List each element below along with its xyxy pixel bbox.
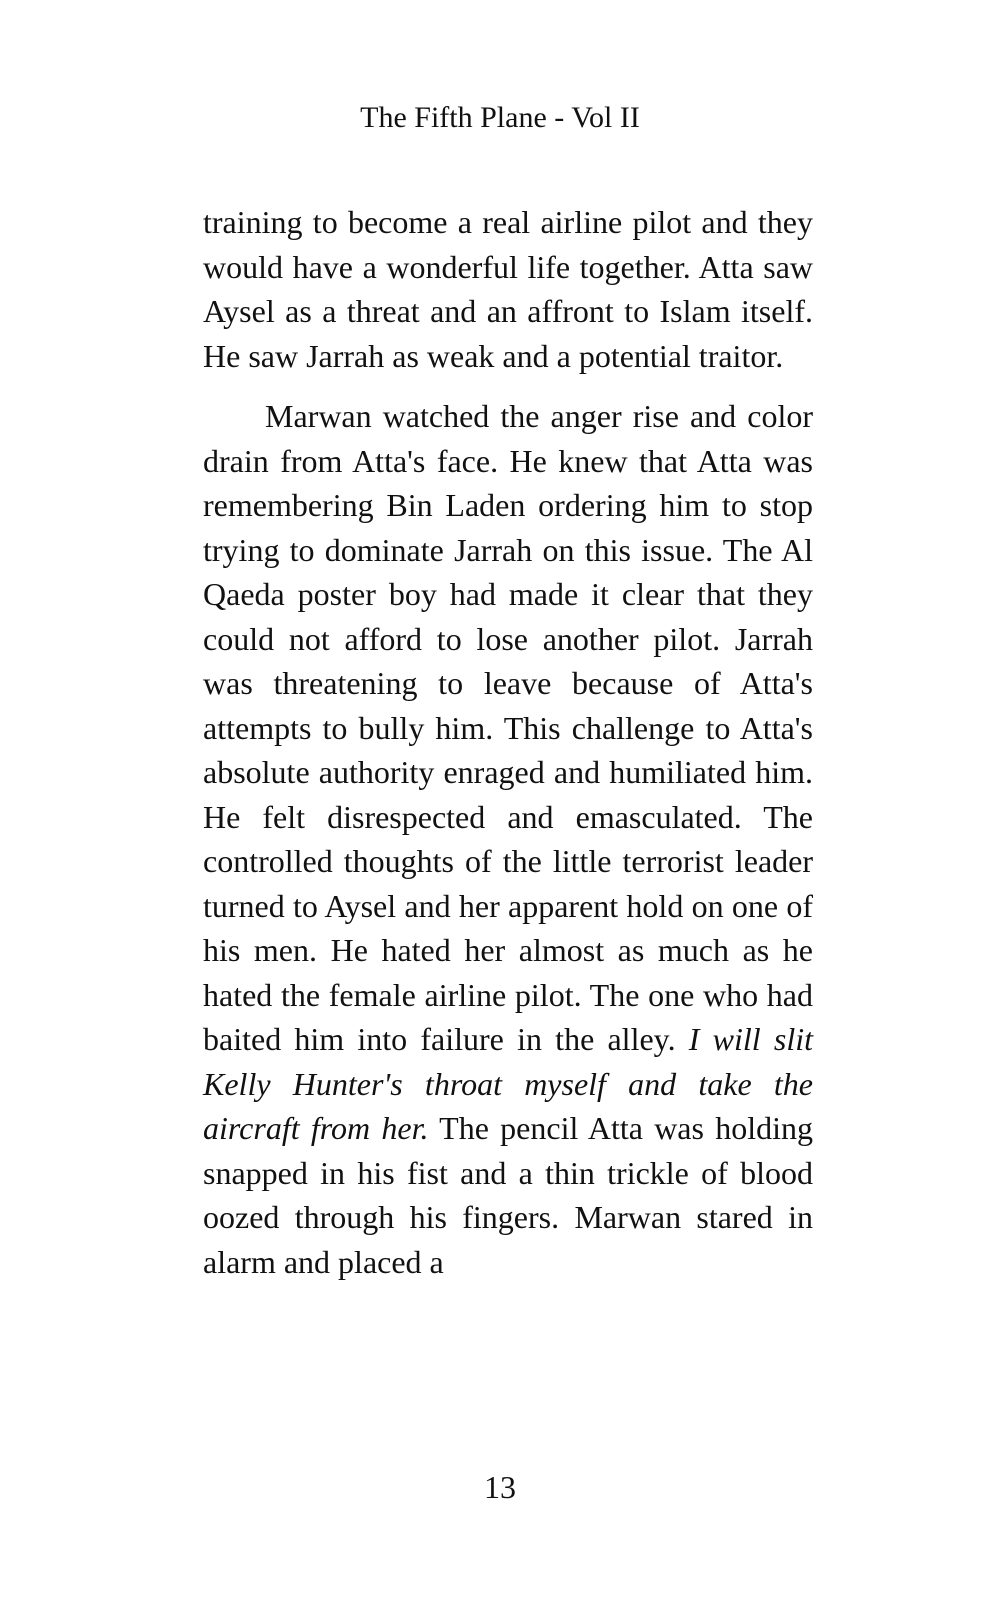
running-header: The Fifth Plane - Vol II (360, 101, 640, 134)
paragraph-2-italic-thought: I will slit Kelly Hunter's throat myself and take the aircraft from her. (203, 1021, 814, 1146)
paragraph-2-text-after: The pencil Atta was holding snapped in his fist and a thin trickle of blood oozed through his fingers. Marwan stared in alarm and placed a (203, 1110, 814, 1280)
body-text (203, 200, 813, 1284)
paragraph-1: training to become a real airline pilot and they would have a wonderful life together. Atta saw Aysel as a threat and an affront to Islam itself. He saw Jarrah as weak and a potential traitor. (203, 204, 813, 374)
page-number: 13 (484, 1469, 516, 1505)
paragraph-2-text-before: Marwan watched the anger rise and color drain from Atta's face. He knew that Atta was remembering Bin Laden ordering him to stop trying to dominate Jarrah on this issue. The Al Qaeda poster boy had made it clear that they could not afford to lose another pilot. Jarrah was threatening to leave because of Atta's attempts to bully him. This challenge to Atta's absolute authority enraged and humiliated him. He felt disrespected and emasculated. The controlled thoughts of the little terrorist leader turned to Aysel and her apparent hold on one of his men. He hated her almost as much as he hated the female airline pilot. The one who had baited him into failure in the alley. (203, 398, 813, 1057)
paragraph-2 (203, 394, 813, 1284)
